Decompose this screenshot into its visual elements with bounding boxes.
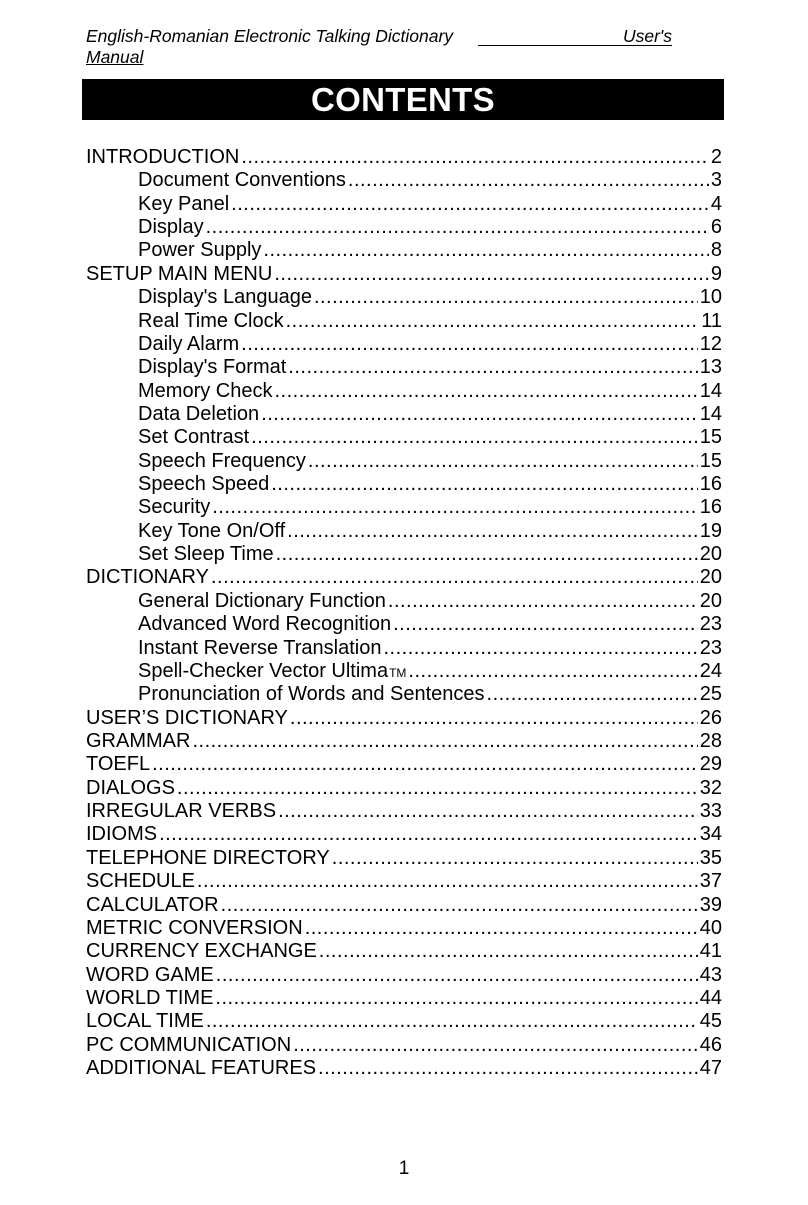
toc-entry-page: 35 bbox=[699, 846, 722, 869]
toc-entry-label: Set Sleep Time bbox=[138, 543, 274, 566]
toc-entry-page: 46 bbox=[699, 1033, 722, 1056]
toc-entry-page: 6 bbox=[710, 216, 722, 239]
toc-entry-page: 43 bbox=[699, 963, 722, 986]
toc-entry-page: 16 bbox=[699, 473, 722, 496]
running-header-line bbox=[86, 26, 672, 47]
dot-leader bbox=[287, 520, 698, 543]
dot-leader bbox=[348, 169, 709, 192]
toc-entry-label: METRIC CONVERSION bbox=[86, 916, 303, 939]
toc-subentry[interactable] bbox=[86, 286, 722, 309]
toc-entry-page: 41 bbox=[699, 940, 722, 963]
toc-entry[interactable] bbox=[86, 987, 722, 1010]
toc-subentry[interactable] bbox=[86, 216, 722, 239]
dot-leader bbox=[332, 847, 698, 870]
dot-leader bbox=[152, 753, 698, 776]
toc-entry-page: 20 bbox=[699, 543, 722, 566]
dot-leader bbox=[206, 216, 709, 239]
toc-entry-page: 47 bbox=[699, 1057, 722, 1080]
toc-entry[interactable] bbox=[86, 800, 722, 823]
toc-entry-label: WORLD TIME bbox=[86, 986, 214, 1009]
toc-subentry[interactable] bbox=[86, 543, 722, 566]
dot-leader bbox=[274, 380, 697, 403]
toc-entry-page: 33 bbox=[699, 800, 722, 823]
toc-subentry[interactable] bbox=[86, 590, 722, 613]
toc-entry-label: Instant Reverse Translation bbox=[138, 636, 382, 659]
toc-entry[interactable] bbox=[86, 730, 722, 753]
toc-entry[interactable] bbox=[86, 263, 722, 286]
toc-entry-label: Speech Speed bbox=[138, 473, 270, 496]
toc-entry-label: Data Deletion bbox=[138, 402, 260, 425]
toc-subentry[interactable] bbox=[86, 496, 722, 519]
dot-leader bbox=[261, 403, 698, 426]
toc-entry-label: Pronunciation of Words and Sentences bbox=[138, 683, 485, 706]
toc-entry-label: IRREGULAR VERBS bbox=[86, 800, 277, 823]
dot-leader bbox=[216, 964, 698, 987]
toc-subentry[interactable] bbox=[86, 310, 722, 333]
dot-leader bbox=[308, 450, 698, 473]
toc-entry-label: Security bbox=[138, 496, 211, 519]
dot-leader bbox=[241, 333, 698, 356]
toc-entry-page: 9 bbox=[710, 262, 722, 285]
dot-leader bbox=[318, 1057, 698, 1080]
dot-leader bbox=[487, 683, 698, 706]
toc-entry-page: 10 bbox=[699, 286, 722, 309]
toc-entry[interactable] bbox=[86, 707, 722, 730]
running-header bbox=[86, 26, 672, 68]
toc-subentry[interactable] bbox=[86, 403, 722, 426]
toc-subentry[interactable] bbox=[86, 660, 722, 683]
toc-entry[interactable] bbox=[86, 1034, 722, 1057]
toc-entry-label: Real Time Clock bbox=[138, 309, 284, 332]
toc-entry-label: WORD GAME bbox=[86, 963, 214, 986]
dot-leader bbox=[293, 1034, 698, 1057]
toc-entry-label: LOCAL TIME bbox=[86, 1010, 204, 1033]
toc-entry-page: 34 bbox=[699, 823, 722, 846]
toc-entry-label: Display's Format bbox=[138, 356, 287, 379]
toc-entry-page: 23 bbox=[699, 613, 722, 636]
toc-entry-page: 39 bbox=[699, 893, 722, 916]
toc-entry-page: 19 bbox=[699, 519, 722, 542]
dot-leader bbox=[290, 707, 698, 730]
toc-subentry[interactable] bbox=[86, 193, 722, 216]
toc-entry-label: INTRODUCTION bbox=[86, 146, 240, 168]
toc-entry-label: CALCULATOR bbox=[86, 893, 219, 916]
toc-entry-label: TOEFL bbox=[86, 753, 151, 776]
toc-entry-label: ADDITIONAL FEATURES bbox=[86, 1057, 317, 1080]
toc-entry[interactable] bbox=[86, 753, 722, 776]
toc-entry-page: 20 bbox=[699, 589, 722, 612]
toc-entry-label: Power Supply bbox=[138, 239, 262, 262]
toc-entry-label: Document Conventions bbox=[138, 169, 346, 192]
document-title: English-Romanian Electronic Talking Dictionary bbox=[86, 26, 454, 46]
toc-entry-page: 3 bbox=[710, 169, 722, 192]
dot-leader bbox=[393, 613, 698, 636]
dot-leader bbox=[263, 239, 708, 262]
table-of-contents bbox=[86, 146, 722, 1080]
toc-entry-label: Daily Alarm bbox=[138, 332, 240, 355]
toc-entry[interactable] bbox=[86, 823, 722, 846]
toc-entry[interactable] bbox=[86, 847, 722, 870]
toc-entry-page: 14 bbox=[699, 379, 722, 402]
toc-entry-label: USER’S DICTIONARY bbox=[86, 706, 288, 729]
toc-entry-label: CURRENCY EXCHANGE bbox=[86, 940, 317, 963]
dot-leader bbox=[221, 894, 698, 917]
toc-entry-page: 20 bbox=[699, 566, 722, 589]
dot-leader bbox=[206, 1010, 698, 1033]
dot-leader bbox=[274, 263, 709, 286]
dot-leader bbox=[197, 870, 698, 893]
dot-leader bbox=[278, 800, 698, 823]
toc-entry-label: Key Panel bbox=[138, 192, 230, 215]
dot-leader bbox=[211, 566, 698, 589]
toc-entry-page: 44 bbox=[699, 986, 722, 1009]
toc-subentry[interactable] bbox=[86, 426, 722, 449]
toc-entry-label: Advanced Word Recognition bbox=[138, 613, 392, 636]
toc-entry-page: 40 bbox=[699, 916, 722, 939]
toc-entry-label: Spell-Checker Vector Ultima bbox=[138, 659, 389, 682]
toc-entry-page: 13 bbox=[699, 356, 722, 379]
dot-leader bbox=[286, 310, 700, 333]
toc-entry-page: 15 bbox=[699, 449, 722, 472]
toc-entry-label: Memory Check bbox=[138, 379, 273, 402]
toc-entry-page: 14 bbox=[699, 402, 722, 425]
toc-entry-label: Display's Language bbox=[138, 286, 312, 309]
toc-subentry[interactable] bbox=[86, 356, 722, 379]
contents-heading: CONTENTS bbox=[82, 79, 724, 120]
toc-subentry[interactable] bbox=[86, 333, 722, 356]
toc-subentry[interactable] bbox=[86, 450, 722, 473]
dot-leader bbox=[319, 940, 698, 963]
dot-leader bbox=[231, 193, 709, 216]
dot-leader bbox=[251, 426, 698, 449]
dot-leader bbox=[271, 473, 698, 496]
dot-leader bbox=[276, 543, 698, 566]
toc-entry[interactable] bbox=[86, 777, 722, 800]
toc-entry[interactable] bbox=[86, 1010, 722, 1033]
dot-leader bbox=[388, 590, 698, 613]
document-title-suffix: User's bbox=[622, 26, 672, 46]
toc-entry-label: DIALOGS bbox=[86, 776, 175, 799]
toc-entry-page: 25 bbox=[699, 683, 722, 706]
toc-entry-page: 4 bbox=[710, 192, 722, 215]
toc-entry-label: Set Contrast bbox=[138, 426, 250, 449]
toc-entry-label: Key Tone On/Off bbox=[138, 519, 286, 542]
toc-entry-page: 45 bbox=[699, 1010, 722, 1033]
toc-subentry[interactable] bbox=[86, 683, 722, 706]
dot-leader bbox=[215, 987, 697, 1010]
toc-subentry[interactable] bbox=[86, 380, 722, 403]
toc-subentry[interactable] bbox=[86, 613, 722, 636]
toc-entry-label: PC COMMUNICATION bbox=[86, 1033, 292, 1056]
dot-leader bbox=[159, 823, 698, 846]
dot-leader bbox=[383, 637, 697, 660]
toc-subentry[interactable] bbox=[86, 637, 722, 660]
toc-entry-page: 15 bbox=[699, 426, 722, 449]
toc-entry[interactable] bbox=[86, 146, 722, 169]
toc-entry-page: 8 bbox=[710, 239, 722, 262]
toc-entry-label: General Dictionary Function bbox=[138, 589, 386, 612]
page-number: 1 bbox=[398, 1158, 410, 1179]
toc-entry-page: 11 bbox=[701, 309, 722, 332]
dot-leader bbox=[177, 777, 698, 800]
toc-entry-label: SETUP MAIN MENU bbox=[86, 262, 273, 285]
toc-entry-page: 12 bbox=[699, 332, 722, 355]
dot-leader bbox=[305, 917, 698, 940]
toc-entry-label: DICTIONARY bbox=[86, 566, 209, 589]
toc-entry-page: 16 bbox=[699, 496, 722, 519]
toc-entry-page: 37 bbox=[699, 870, 722, 893]
toc-entry[interactable] bbox=[86, 566, 722, 589]
toc-entry-label: GRAMMAR bbox=[86, 729, 191, 752]
toc-entry[interactable] bbox=[86, 917, 722, 940]
dot-leader bbox=[408, 660, 697, 683]
toc-subentry[interactable] bbox=[86, 169, 722, 192]
toc-subentry[interactable] bbox=[86, 239, 722, 262]
toc-entry-label: IDIOMS bbox=[86, 823, 158, 846]
toc-entry-page: 28 bbox=[699, 729, 722, 752]
dot-leader bbox=[212, 496, 698, 519]
dot-leader bbox=[241, 146, 709, 169]
toc-entry-page: 26 bbox=[699, 706, 722, 729]
document-title-continuation: Manual bbox=[86, 47, 144, 67]
toc-entry-page: 29 bbox=[699, 753, 722, 776]
toc-entry-page: 32 bbox=[699, 776, 722, 799]
dot-leader bbox=[288, 356, 697, 379]
toc-entry-label: Speech Frequency bbox=[138, 449, 306, 472]
toc-entry[interactable] bbox=[86, 940, 722, 963]
toc-entry-label: SCHEDULE bbox=[86, 870, 195, 893]
toc-entry[interactable] bbox=[86, 870, 722, 893]
dot-leader bbox=[314, 286, 698, 309]
toc-subentry[interactable] bbox=[86, 473, 722, 496]
dot-leader bbox=[192, 730, 697, 753]
toc-entry-page: 23 bbox=[699, 636, 722, 659]
toc-subentry[interactable] bbox=[86, 520, 722, 543]
toc-entry-label: Display bbox=[138, 216, 204, 239]
toc-entry[interactable] bbox=[86, 1057, 722, 1080]
toc-entry[interactable] bbox=[86, 964, 722, 987]
trademark-symbol: TM bbox=[389, 665, 407, 680]
toc-entry-page: 24 bbox=[699, 659, 722, 682]
toc-entry-page: 2 bbox=[710, 146, 722, 168]
toc-entry[interactable] bbox=[86, 894, 722, 917]
toc-entry-label: TELEPHONE DIRECTORY bbox=[86, 846, 330, 869]
